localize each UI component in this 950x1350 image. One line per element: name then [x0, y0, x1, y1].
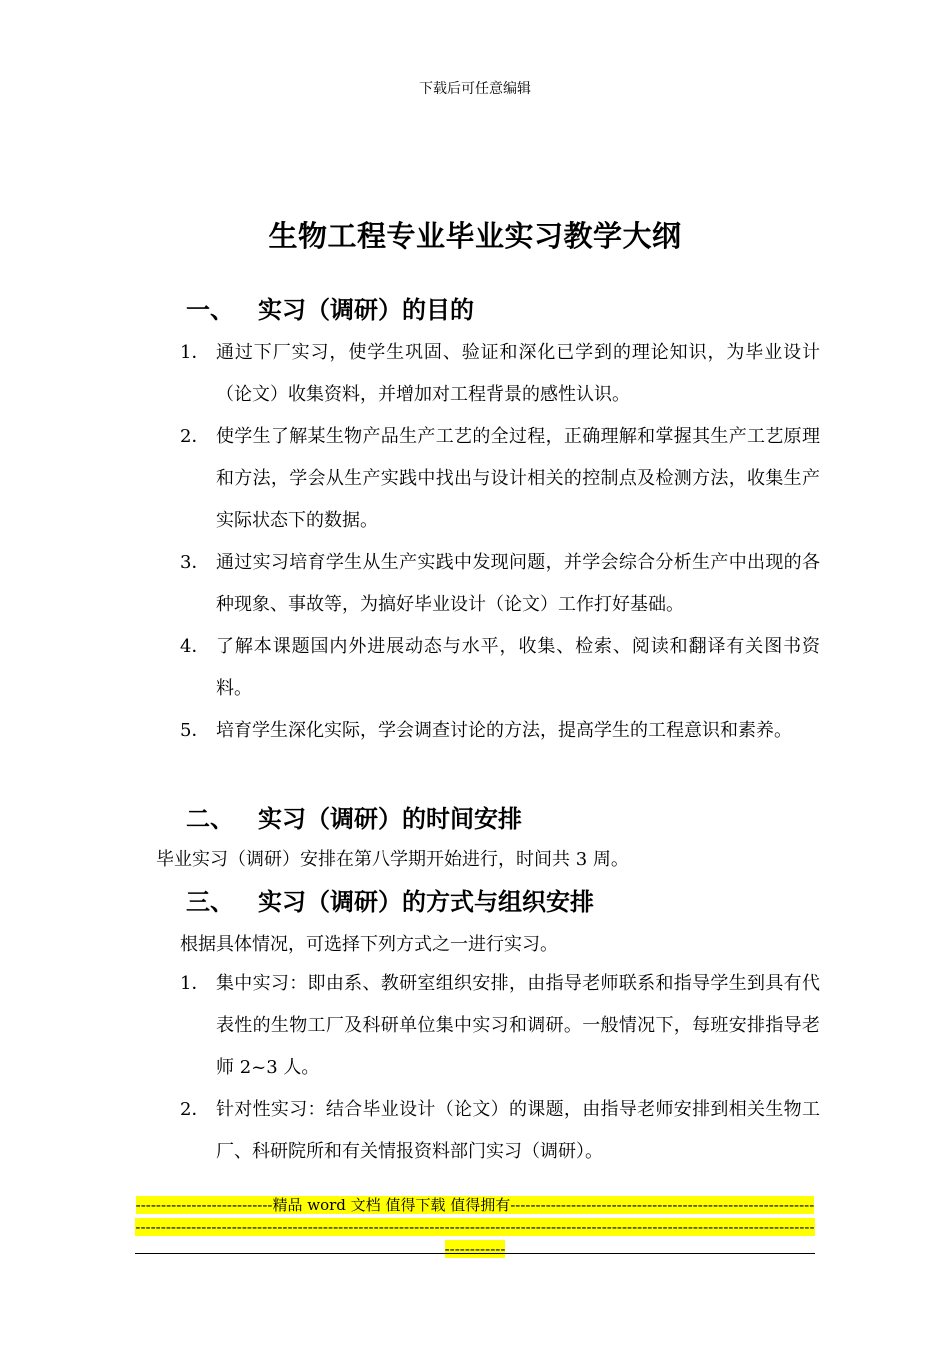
section-title: 实习（调研）的方式与组织安排 — [258, 888, 594, 916]
footer-banner — [135, 1194, 815, 1260]
list-marker: 1． — [180, 973, 210, 994]
page-header: 下载后可任意编辑 — [419, 81, 531, 97]
list-marker: 2． — [180, 1099, 210, 1120]
list-item-text: 使学生了解某生物产品生产工艺的全过程，正确理解和掌握其生产工艺原理和方法，学会从生产实践中找出与设计相关的控制点及检测方法，收集生产实际状态下的数据。 — [216, 426, 820, 531]
section-number: 二、 — [186, 805, 234, 833]
list-item-text: 培育学生深化实际，学会调查讨论的方法，提高学生的工程意识和素养。 — [216, 720, 792, 741]
list-item — [180, 542, 820, 626]
list-item — [180, 626, 820, 710]
list-item-text: 针对性实习：结合毕业设计（论文）的课题，由指导老师安排到相关生物工厂、科研院所和有关情报资料部门实习（调研）。 — [216, 1099, 820, 1162]
method-list — [180, 963, 820, 1173]
list-marker: 3． — [180, 552, 210, 573]
section-title: 实习（调研）的目的 — [258, 296, 474, 324]
list-item-text: 通过实习培育学生从生产实践中发现问题，并学会综合分析生产中出现的各种现象、事故等，为搞好毕业设计（论文）工作打好基础。 — [216, 552, 820, 615]
footer-banner-text: ---------------------------精品 word 文档 值得下载 值得拥有-------------------------------------------------------------------------------------------------------------------------------------------------------------------------------------------------------------- — [135, 1196, 815, 1258]
list-marker: 2． — [180, 426, 210, 447]
list-marker: 4． — [180, 636, 210, 657]
section-heading-2 — [186, 802, 522, 836]
list-item — [180, 963, 820, 1089]
method-intro-paragraph: 根据具体情况，可选择下列方式之一进行实习。 — [180, 934, 558, 955]
list-marker: 5． — [180, 720, 210, 741]
section-heading-3 — [186, 885, 594, 919]
section-title: 实习（调研）的时间安排 — [258, 805, 522, 833]
document-title: 生物工程专业毕业实习教学大纲 — [268, 219, 682, 253]
list-item — [180, 416, 820, 542]
list-item — [180, 1089, 820, 1173]
schedule-paragraph: 毕业实习（调研）安排在第八学期开始进行，时间共 3 周。 — [156, 849, 629, 870]
purpose-list — [180, 332, 820, 752]
section-number: 一、 — [186, 296, 234, 324]
list-item-text: 集中实习：即由系、教研室组织安排，由指导老师联系和指导学生到具有代表性的生物工厂及科研单位集中实习和调研。一般情况下，每班安排指导老师 2~3 人。 — [216, 973, 820, 1078]
list-marker: 1． — [180, 342, 210, 363]
list-item — [180, 710, 820, 752]
section-heading-1 — [186, 293, 474, 327]
section-number: 三、 — [186, 888, 234, 916]
list-item — [180, 332, 820, 416]
footer-divider — [135, 1253, 815, 1254]
list-item-text: 了解本课题国内外进展动态与水平，收集、检索、阅读和翻译有关图书资料。 — [216, 636, 820, 699]
list-item-text: 通过下厂实习，使学生巩固、验证和深化已学到的理论知识，为毕业设计（论文）收集资料，并增加对工程背景的感性认识。 — [216, 342, 820, 405]
